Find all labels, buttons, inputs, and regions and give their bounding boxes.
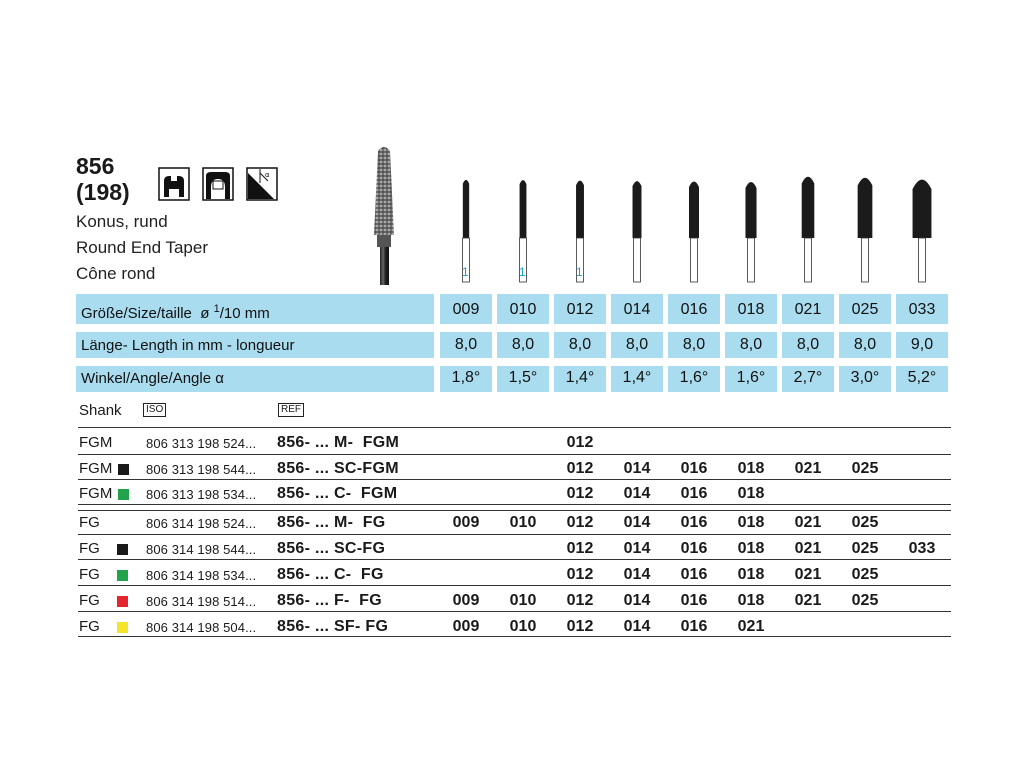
order-size-025: 025 [851, 460, 879, 477]
product-number: 856 [76, 153, 115, 179]
order-size-021: 021 [794, 566, 822, 583]
order-size-012: 012 [566, 592, 594, 609]
order-size-018: 018 [737, 566, 765, 583]
order-size-014: 014 [623, 485, 651, 502]
order-size-014: 014 [623, 566, 651, 583]
spec-sizes-value: 012 [566, 301, 594, 318]
bur-shank-033 [919, 238, 926, 282]
order-shank: FGM [79, 485, 113, 502]
grit-color-swatch [117, 570, 128, 581]
order-size-010: 010 [509, 592, 537, 609]
table-rule [78, 636, 951, 637]
spec-size-label: Größe/Size/taille ø $^1$/10 mm [81, 303, 270, 322]
spec-angles-value: 1,6° [736, 369, 766, 386]
order-ref: 856- ... F- FG [277, 592, 382, 609]
order-shank: FG [79, 618, 100, 635]
order-ref: 856- ... SC-FGM [277, 460, 399, 477]
order-size-025: 025 [851, 514, 879, 531]
order-size-016: 016 [680, 618, 708, 635]
order-ref: 856- ... C- FGM [277, 485, 398, 502]
bur-head-018 [745, 182, 756, 238]
order-iso-code: 806 314 198 534... [146, 568, 257, 583]
grit-color-swatch [117, 622, 128, 633]
spec-lengths-value: 8,0 [796, 336, 820, 353]
bur-shank-018 [748, 238, 755, 282]
order-size-018: 018 [737, 514, 765, 531]
order-size-018: 018 [737, 592, 765, 609]
table-rule [78, 504, 951, 505]
order-size-012: 012 [566, 514, 594, 531]
spec-sizes-value: 021 [794, 301, 822, 318]
spec-angles-value: 1,6° [679, 369, 709, 386]
order-shank: FG [79, 592, 100, 609]
spec-sizes-value: 025 [851, 301, 879, 318]
order-size-016: 016 [680, 514, 708, 531]
spec-angle-label: Winkel/Angle/Angle α [81, 370, 224, 387]
shank-mark: 1 [462, 265, 469, 279]
spec-angles-value: 5,2° [907, 369, 937, 386]
table-rule [78, 611, 951, 612]
order-size-010: 010 [509, 618, 537, 635]
product-name-en: Round End Taper [76, 238, 209, 257]
product-name-fr: Cône rond [76, 264, 156, 283]
order-size-016: 016 [680, 485, 708, 502]
spec-angles-value: 3,0° [850, 369, 880, 386]
grit-color-swatch [118, 464, 129, 475]
iso-tag: ISO [143, 403, 166, 417]
order-size-021: 021 [794, 514, 822, 531]
bur-head-033 [913, 180, 932, 238]
spec-divider-2 [76, 358, 952, 366]
order-size-014: 014 [623, 460, 651, 477]
order-shank: FGM [79, 434, 113, 451]
spec-angles-value: 2,7° [793, 369, 823, 386]
order-size-014: 014 [623, 618, 651, 635]
order-size-021: 021 [737, 618, 765, 635]
order-size-014: 014 [623, 540, 651, 557]
order-size-018: 018 [737, 540, 765, 557]
table-rule [78, 427, 951, 428]
order-size-010: 010 [509, 514, 537, 531]
table-rule [78, 534, 951, 535]
ref-tag: REF [278, 403, 304, 417]
crown-prep-icon [158, 167, 190, 201]
order-size-018: 018 [737, 485, 765, 502]
bur-shank-014 [634, 238, 641, 282]
spec-lengths-value: 9,0 [910, 336, 934, 353]
order-size-012: 012 [566, 485, 594, 502]
order-shank: FG [79, 514, 100, 531]
order-size-016: 016 [680, 592, 708, 609]
bur-head-014 [633, 181, 642, 238]
spec-angles-value: 1,5° [508, 369, 538, 386]
bur-shank-021 [805, 238, 812, 282]
spec-angles-value: 1,8° [451, 369, 481, 386]
order-size-021: 021 [794, 540, 822, 557]
order-size-009: 009 [452, 592, 480, 609]
bur-head-010 [520, 180, 527, 238]
grit-color-swatch [118, 489, 129, 500]
order-size-012: 012 [566, 460, 594, 477]
order-shank: FGM [79, 460, 113, 477]
order-size-014: 014 [623, 514, 651, 531]
shank-mark: 1 [519, 265, 526, 279]
order-ref: 856- ... SF- FG [277, 618, 389, 635]
spec-angles-value: 1,4° [565, 369, 595, 386]
order-ref: 856- ... SC-FG [277, 540, 386, 557]
order-iso-code: 806 313 198 544... [146, 462, 257, 477]
order-size-025: 025 [851, 566, 879, 583]
product-name-de: Konus, rund [76, 212, 168, 231]
order-size-016: 016 [680, 540, 708, 557]
bur-head-016 [689, 182, 699, 238]
bur-photo [364, 145, 408, 285]
spec-angles-value: 1,4° [622, 369, 652, 386]
spec-length-label: Länge- Length in mm - longueur [81, 337, 295, 354]
shank-header: Shank [79, 402, 122, 419]
order-iso-code: 806 313 198 524... [146, 436, 257, 451]
spec-sizes-value: 009 [452, 301, 480, 318]
order-iso-code: 806 314 198 504... [146, 620, 257, 635]
spec-sizes-value: 018 [737, 301, 765, 318]
bur-shank-016 [691, 238, 698, 282]
order-size-009: 009 [452, 618, 480, 635]
spec-lengths-value: 8,0 [454, 336, 478, 353]
order-size-025: 025 [851, 592, 879, 609]
spec-lengths-value: 8,0 [511, 336, 535, 353]
order-size-014: 014 [623, 592, 651, 609]
bur-head-021 [802, 177, 815, 238]
table-rule [78, 454, 951, 455]
bur-size-illustrations [440, 170, 952, 286]
order-ref: 856- ... C- FG [277, 566, 384, 583]
spec-lengths-value: 8,0 [625, 336, 649, 353]
bur-head-009 [463, 180, 469, 238]
table-rule [78, 585, 951, 586]
order-size-021: 021 [794, 592, 822, 609]
table-rule [78, 510, 951, 511]
order-ref: 856- ... M- FG [277, 514, 386, 531]
spec-sizes-value: 010 [509, 301, 537, 318]
spec-divider-1 [76, 324, 952, 332]
order-size-018: 018 [737, 460, 765, 477]
grit-color-swatch [117, 596, 128, 607]
order-shank: FG [79, 540, 100, 557]
order-iso-code: 806 313 198 534... [146, 487, 257, 502]
order-size-021: 021 [794, 460, 822, 477]
spec-sizes-value: 016 [680, 301, 708, 318]
order-size-012: 012 [566, 540, 594, 557]
order-size-012: 012 [566, 566, 594, 583]
order-iso-code: 806 314 198 514... [146, 594, 257, 609]
order-iso-code: 806 314 198 524... [146, 516, 257, 531]
spec-lengths-value: 8,0 [739, 336, 763, 353]
spec-sizes-value: 014 [623, 301, 651, 318]
order-iso-code: 806 314 198 544... [146, 542, 257, 557]
spec-lengths-value: 8,0 [568, 336, 592, 353]
spec-sizes-value: 033 [908, 301, 936, 318]
bur-head-012 [576, 181, 584, 238]
order-size-012: 012 [566, 618, 594, 635]
angle-icon [246, 167, 278, 201]
order-size-016: 016 [680, 460, 708, 477]
product-iso-number: (198) [76, 179, 130, 205]
order-size-025: 025 [851, 540, 879, 557]
svg-text:α: α [265, 171, 270, 179]
bur-head-025 [858, 178, 873, 238]
spec-lengths-value: 8,0 [853, 336, 877, 353]
table-rule [78, 559, 951, 560]
spec-lengths-value: 8,0 [682, 336, 706, 353]
table-rule [78, 479, 951, 480]
order-size-012: 012 [566, 434, 594, 451]
order-size-016: 016 [680, 566, 708, 583]
order-size-033: 033 [908, 540, 936, 557]
order-size-009: 009 [452, 514, 480, 531]
order-ref: 856- ... M- FGM [277, 434, 400, 451]
bur-shank-025 [862, 238, 869, 282]
shank-mark: 1 [576, 265, 583, 279]
cavity-prep-icon [202, 167, 234, 201]
order-shank: FG [79, 566, 100, 583]
grit-color-swatch [117, 544, 128, 555]
